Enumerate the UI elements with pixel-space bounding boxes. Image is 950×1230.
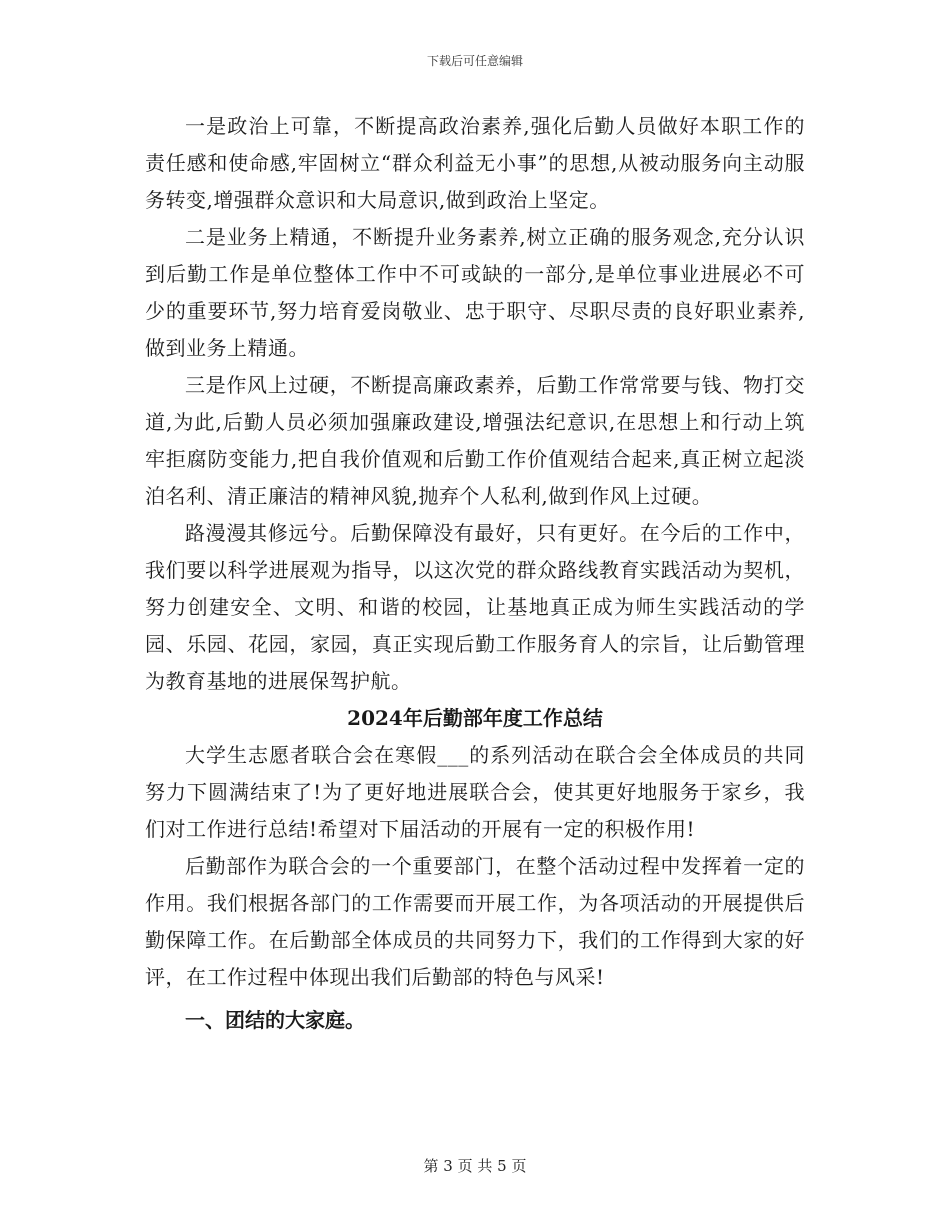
paragraph-outlook: 路漫漫其修远兮。后勤保障没有最好，只有更好。在今后的工作中，我们要以科学进展观为指导，以这次党的群众路线教育实践活动为契机，努力创建安全、文明、和谐的校园，让基地真正成为师生实践活动的学园、乐园、花园，家园，真正实现后勤工作服务育人的宗旨，让后勤管理为教育基地的进展保驾护航。 [145,521,805,693]
paragraph-political: 一是政治上可靠，不断提高政治素养,强化后勤人员做好本职工作的责任感和使命感,牢固树立“群众利益无小事”的思想,从被动服务向主动服务转变,增强群众意识和大局意识,做到政治上坚定。 [145,114,805,212]
paragraph-style: 三是作风上过硬，不断提高廉政素养，后勤工作常常要与钱、物打交道,为此,后勤人员必须加强廉政建设,增强法纪意识,在思想上和行动上筑牢拒腐防变能力,把自我价值观和后勤工作价值观结合起来,真正树立起淡泊名利、清正廉洁的精神风貌,抛弃个人私利,做到作风上过硬。 [145,373,805,508]
paragraph-business: 二是业务上精通，不断提升业务素养,树立正确的服务观念,充分认识到后勤工作是单位整体工作中不可或缺的一部分,是单位事业进展必不可少的重要环节,努力培育爱岗敬业、忠于职守、尽职尽责的良好职业素养,做到业务上精通。 [145,225,805,360]
page-footer: 第 3 页 共 5 页 [423,1157,527,1175]
paragraph-logistics-role: 后勤部作为联合会的一个重要部门，在整个活动过程中发挥着一定的作用。我们根据各部门的工作需要而开展工作，为各项活动的开展提供后勤保障工作。在后勤部全体成员的共同努力下，我们的工作得到大家的好评，在工作过程中体现出我们后勤部的特色与风采! [145,854,805,989]
paragraph-intro: 大学生志愿者联合会在寒假___的系列活动在联合会全体成员的共同努力下圆满结束了!为了更好地进展联合会，使其更好地服务于家乡，我们对工作进行总结!希望对下届活动的开展有一定的积极作用! [145,743,805,841]
document-title: 2024年后勤部年度工作总结 [347,706,603,730]
page-header: 下载后可任意编辑 [426,54,523,68]
document-body [145,108,805,1039]
section-heading: 一、团结的大家庭。 [185,1008,365,1032]
